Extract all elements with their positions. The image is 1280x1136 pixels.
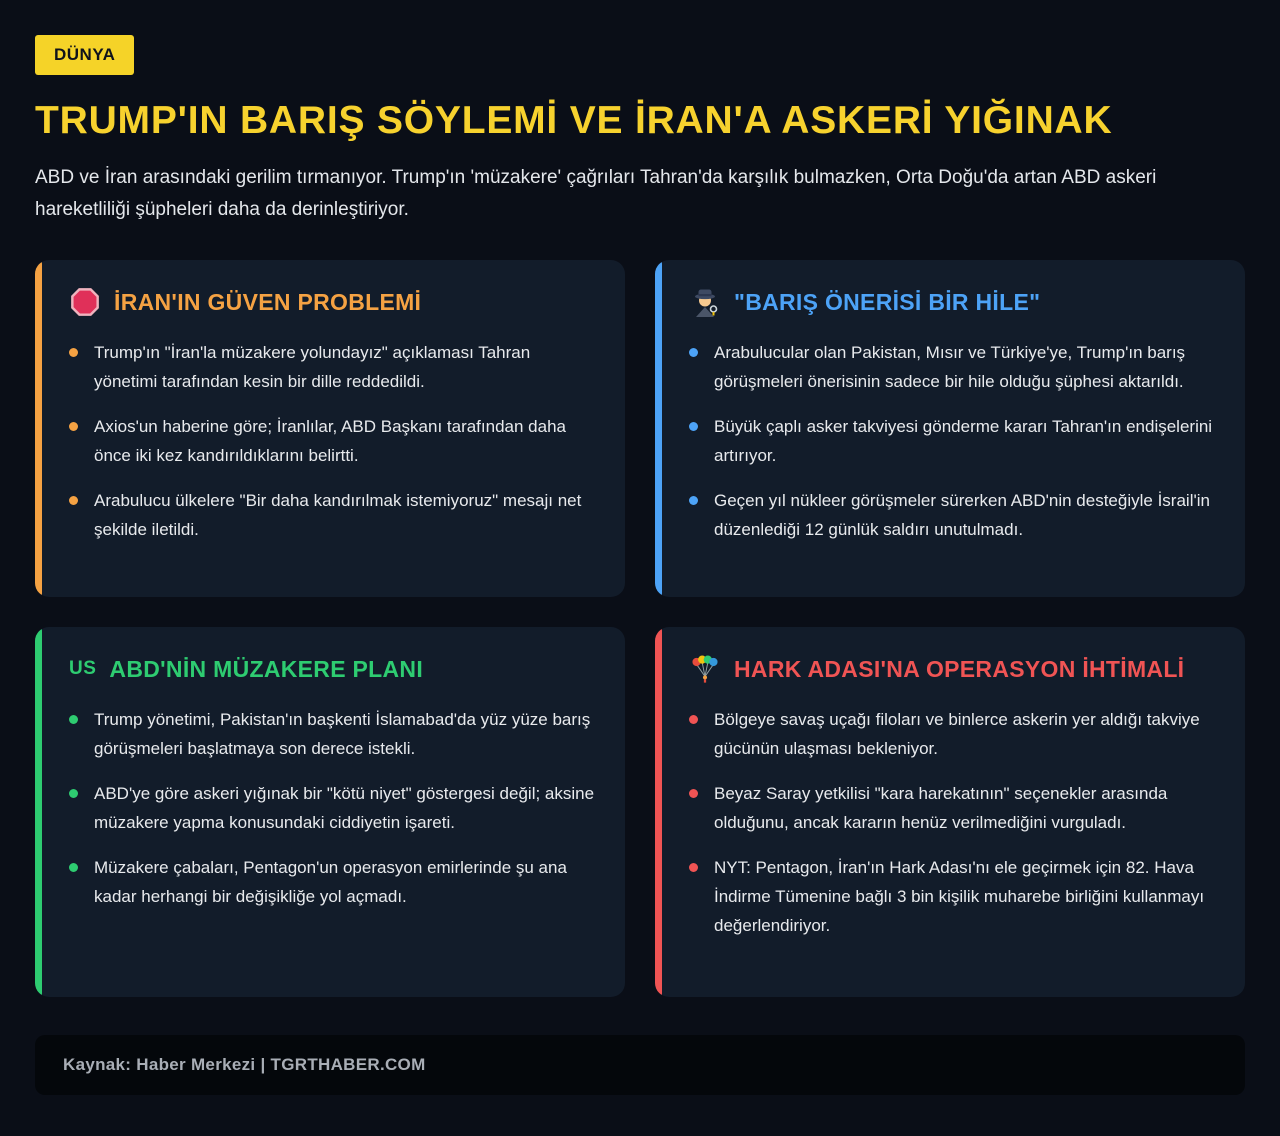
card-iran-guven-problemi [35,260,625,597]
bullet-text: Trump'ın "İran'la müzakere yolundayız" açıklaması Tahran yönetimi tarafından kesin bir dille reddedildi. [94,343,531,392]
list-item [69,705,597,763]
bullet-dot-icon [689,496,698,505]
category-badge: DÜNYA [35,35,134,75]
bullet-text: Müzakere çabaları, Pentagon'un operasyon emirlerinde şu ana kadar herhangi bir değişikliğe yol açmadı. [94,858,567,907]
bullet-dot-icon [689,422,698,431]
bullet-text: ABD'ye göre askeri yığınak bir "kötü niyet" göstergesi değil; aksine müzakere yapma konusundaki ciddiyetin işareti. [94,784,595,833]
bullet-list [69,705,597,911]
card-accent-bar [655,627,662,997]
source-text: Kaynak: Haber Merkezi | TGRTHABER.COM [63,1055,426,1075]
us-flag-fallback-text: US [69,658,97,680]
card-hark-adasi-operasyon [655,627,1245,997]
bullet-dot-icon [69,496,78,505]
bullet-text: Axios'un haberine göre; İranlılar, ABD Başkanı tarafından daha önce iki kez kandırıldıklarını belirtti. [94,417,566,466]
list-item [689,779,1217,837]
card-header [689,286,1217,318]
list-item [69,412,597,470]
list-item [69,853,597,911]
source-bar [35,1035,1245,1095]
bullet-text: Bölgeye savaş uçağı filoları ve binlerce askerin yer aldığı takviye gücünün ulaşması bekleniyor. [714,710,1200,759]
bullet-list [689,338,1217,544]
page-title: TRUMP'IN BARIŞ SÖYLEMİ VE İRAN'A ASKERİ YIĞINAK [35,99,1113,142]
card-accent-bar [35,260,42,597]
list-item [689,486,1217,544]
bullet-list [689,705,1217,940]
bullet-text: Arabulucular olan Pakistan, Mısır ve Türkiye'ye, Trump'ın barış görüşmeleri önerisinin sadece bir hile olduğu şüphesi aktarıldı. [714,343,1186,392]
card-accent-bar [655,260,662,597]
list-item [689,412,1217,470]
card-accent-bar [35,627,42,997]
bullet-text: Trump yönetimi, Pakistan'ın başkenti İslamabad'da yüz yüze barış görüşmeleri başlatmaya son derece istekli. [94,710,591,759]
bullet-dot-icon [689,348,698,357]
bullet-list [69,338,597,544]
bullet-dot-icon [689,863,698,872]
bullet-text: Büyük çaplı asker takviyesi gönderme kararı Tahran'ın endişelerini artırıyor. [714,417,1213,466]
bullet-dot-icon [689,715,698,724]
stop-sign-icon [69,286,101,318]
parachute-icon [689,653,721,685]
card-header [69,653,597,685]
bullet-text: NYT: Pentagon, İran'ın Hark Adası'nı ele geçirmek için 82. Hava İndirme Tümenine bağlı 3 bin kişilik muharebe birliğini kullanmayı değerlendiriyor. [714,858,1205,936]
bullet-text: Arabulucu ülkelere "Bir daha kandırılmak istemiyoruz" mesajı net şekilde iletildi. [94,491,582,540]
bullet-dot-icon [69,715,78,724]
list-item [689,338,1217,396]
detective-icon [689,286,721,318]
card-abd-muzakere-plani [35,627,625,997]
bullet-dot-icon [69,863,78,872]
bullet-dot-icon [69,789,78,798]
list-item [689,705,1217,763]
list-item [69,486,597,544]
list-item [69,779,597,837]
cards-grid [35,260,1245,997]
card-header [689,653,1217,685]
list-item [689,853,1217,940]
card-title: HARK ADASI'NA OPERASYON İHTİMALİ [734,655,1185,682]
bullet-dot-icon [69,348,78,357]
bullet-text: Beyaz Saray yetkilisi "kara harekatının" seçenekler arasında olduğunu, ancak kararın henüz verilmediğini vurguladı. [714,784,1168,833]
card-title: "BARIŞ ÖNERİSİ BİR HİLE" [734,288,1041,315]
card-title: İRAN'IN GÜVEN PROBLEMİ [114,288,422,315]
card-header [69,286,597,318]
card-title: ABD'NİN MÜZAKERE PLANI [109,655,424,682]
page-subtitle: ABD ve İran arasındaki gerilim tırmanıyor. Trump'ın 'müzakere' çağrıları Tahran'da karşılık bulmazken, Orta Doğu'da artan ABD askeri hareketliliği şüpheleri daha da derinleştiriyor. [35,166,1157,221]
us-flag-icon [69,653,96,685]
bullet-dot-icon [69,422,78,431]
bullet-dot-icon [689,789,698,798]
card-baris-onerisi-hile [655,260,1245,597]
list-item [69,338,597,396]
bullet-text: Geçen yıl nükleer görüşmeler sürerken ABD'nin desteğiyle İsrail'in düzenlediği 12 günlük saldırı unutulmadı. [714,491,1210,540]
